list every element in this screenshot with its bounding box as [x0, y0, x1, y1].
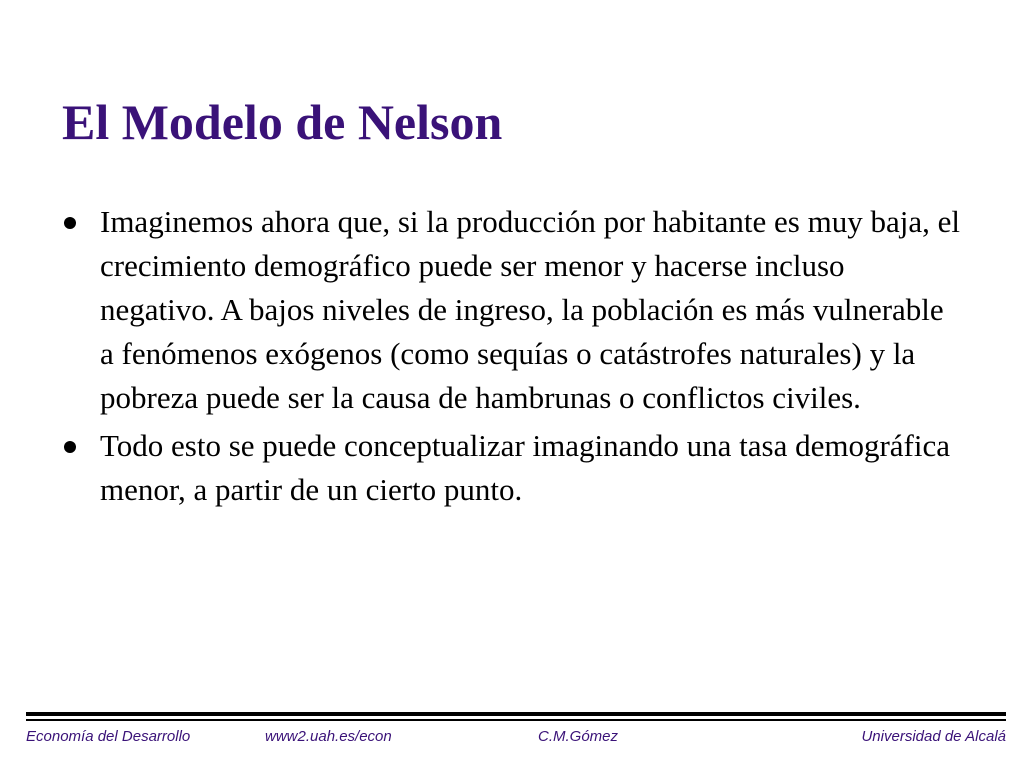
bullet-dot-icon [64, 441, 76, 453]
bullet-text: Todo esto se puede conceptualizar imaginando una tasa demográfica menor, a partir de un cierto punto. [100, 428, 950, 507]
bullet-item [62, 200, 962, 420]
bullet-dot-icon [64, 217, 76, 229]
bullet-list [62, 200, 962, 516]
footer-author: C.M.Gómez [538, 728, 619, 745]
footer-course: Economía del Desarrollo [26, 728, 191, 745]
footer-divider-thin [26, 719, 1006, 721]
bullet-text: Imaginemos ahora que, si la producción por habitante es muy baja, el crecimiento demográfico puede ser menor y hacerse incluso negativo. A bajos niveles de ingreso, la población es más vulnerable a fenómenos exógenos (como sequías o catástrofes naturales) y la pobreza puede ser la causa de hambrunas o conflictos civiles. [100, 204, 960, 415]
footer-divider-thick [26, 712, 1006, 716]
footer-university: Universidad de Alcalá [861, 728, 1006, 745]
footer-url: www2.uah.es/econ [265, 728, 392, 745]
slide-title: El Modelo de Nelson [62, 94, 503, 150]
bullet-item [62, 424, 962, 512]
